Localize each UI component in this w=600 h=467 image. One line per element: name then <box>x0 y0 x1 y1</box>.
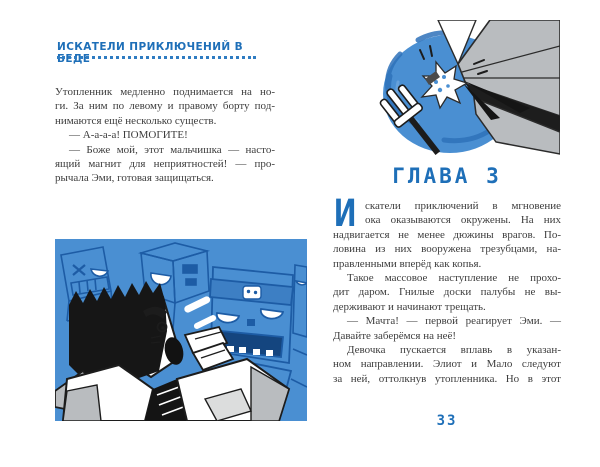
text-line: дит даром. Гнилые доски палубы не вы- <box>333 286 561 299</box>
text-line: ном направлении. Элиот и Мало следуют <box>333 358 561 371</box>
page-number: 33 <box>436 413 458 429</box>
text-line: Девочка пускается вплавь в указан- <box>347 344 561 357</box>
text-line: Утопленник медленно поднимается на но- <box>55 86 275 98</box>
text-line: держивают и начинают трещать. <box>333 300 486 313</box>
text-line: правленными вперёд как копья. <box>333 257 482 270</box>
trident-splash-illustration <box>378 20 560 158</box>
text-line: — Мачта! — первой реагирует Эми. — <box>347 315 561 328</box>
text-line: — А-а-а-а! ПОМОГИТЕ! <box>69 129 188 142</box>
text-line: нимаются ещё несколько существ. <box>55 114 217 127</box>
text-line: Такое массовое наступление не прохо- <box>347 272 561 285</box>
skull-icon <box>243 286 261 299</box>
trident-splash-svg <box>378 20 560 158</box>
deck-attack-illustration <box>55 239 307 421</box>
text-line: за ней, оттолкнув утопленника. Но в этот <box>333 372 561 385</box>
text-line: рычала Эми, готовая защищаться. <box>55 172 214 185</box>
text-line: скатели приключений в мгновение <box>365 200 561 212</box>
text-line: надвигается не менее дюжины врагов. По- <box>333 228 561 241</box>
right-text-column <box>333 192 561 386</box>
running-header: ИСКАТЕЛИ ПРИКЛЮЧЕНИЙ В БЕДЕ <box>57 41 244 65</box>
chapter-title: ГЛАВА 3 <box>392 164 502 188</box>
dotted-rule <box>57 56 256 59</box>
text-line: ящий магнит для неприятностей! — про- <box>55 158 275 171</box>
left-text-column <box>55 85 275 186</box>
deck-attack-svg <box>55 239 307 421</box>
text-line: ока оказываются окружены. На них <box>365 214 561 227</box>
text-line: Давайте заберёмся на неё! <box>333 329 457 342</box>
text-line: ги. За ним по левому и правому борту под- <box>55 100 275 113</box>
dropcap-letter: И <box>334 192 357 235</box>
text-line: ловина из них вооружена трезубцами, на- <box>333 243 561 256</box>
text-line: — Боже мой, этот мальчишка — насто- <box>69 143 275 156</box>
